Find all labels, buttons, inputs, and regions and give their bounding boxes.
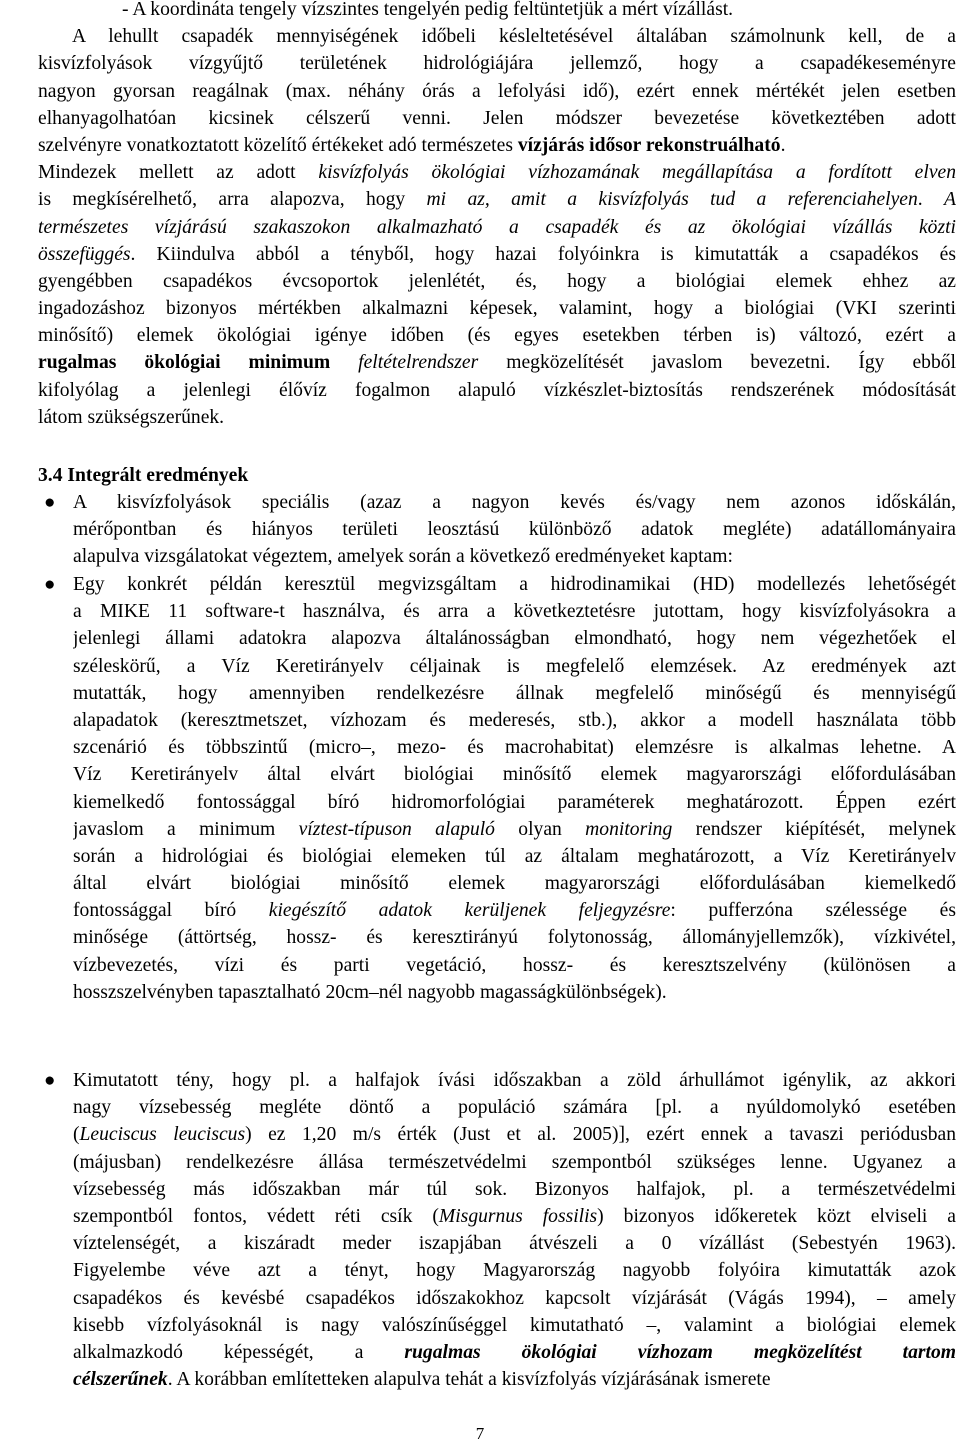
text-line xyxy=(73,789,956,816)
text-run: Egy konkrét példán keresztül megvizsgáltam a hidrodinamikai (HD) modellezés lehetőségét xyxy=(73,574,956,595)
text-run: alapulva vizsgálatokat végeztem, amelyek során a következő eredményeket kaptam: xyxy=(73,546,733,568)
text-line xyxy=(73,489,956,516)
text-run: minősítő) elemek ökológiai igénye időben (és egyes esetekben térben is) változó, ezért a xyxy=(38,325,956,347)
text-run: látom szükségszerűnek. xyxy=(38,406,225,428)
text-run: víztelenségét, a kiszáradt meder iszapjában átvészeli a 0 vízállást (Sebestyén 1963). xyxy=(73,1233,956,1255)
text-line xyxy=(38,186,956,213)
text-run: Kimutatott tény, hogy pl. a halfajok ívási időszakban a zöld árhullámot igénylik, az akkori xyxy=(73,1070,956,1091)
text-line xyxy=(73,1257,956,1284)
text-run: elhanyagolhatóan kicsinek célszerű venni. Jelen módszer bevezetése következtében adott xyxy=(38,107,956,129)
text-line xyxy=(38,241,956,268)
text-line xyxy=(73,1366,956,1393)
list-item xyxy=(44,1067,956,1393)
text-run: által elvárt biológiai minősítő elemek magyarországi előfordulásában kiemelkedő xyxy=(73,873,956,895)
text-run: jelenlegi állami adatokra alapozva általánosságban elmondható, hogy nem végezhetőek el xyxy=(73,628,956,650)
text-line xyxy=(73,1121,956,1148)
text-line xyxy=(38,78,956,105)
text-run: kifolyólag a jelenlegi élővíz fogalmon alapuló vízkészlet-biztosítás rendszerének módosítását xyxy=(38,379,956,401)
text-line xyxy=(38,295,956,322)
text-run: A lehullt csapadék mennyiségének időbeli késleltetésével általában számolnunk kell, de a xyxy=(72,26,956,48)
text-line xyxy=(73,870,956,897)
text-run: fontossággal bíró xyxy=(73,900,269,922)
text-line xyxy=(73,734,956,761)
text-line xyxy=(73,1285,956,1312)
text-run: . xyxy=(780,134,786,156)
text-line xyxy=(38,105,956,132)
text-run: nagyon gyorsan reagálnak (max. néhány órás a lefolyási idő), ezért ennek mértékét jelen esetben xyxy=(38,80,956,102)
text-line xyxy=(73,979,956,1006)
bullet-icon: ● xyxy=(44,574,56,595)
text-line xyxy=(73,707,956,734)
text-run: Mindezek mellett az adott xyxy=(38,162,319,184)
text-run: a MIKE 11 software-t használva, és arra a következtetésre jutottam, hogy kisvízfolyásokra a xyxy=(73,601,956,623)
text-run: (májusban) rendelkezésre állása természetvédelmi szempontból szükséges lenne. Ugyanez a xyxy=(73,1151,956,1173)
text-run: : pufferzóna szélessége és xyxy=(670,900,956,922)
text-run: mérőpontban és hiányos területi leosztású különböző adatok megléte) adatállományaira xyxy=(73,519,956,541)
text-run: olyan xyxy=(494,818,586,840)
text-run: során a hidrológiai és biológiai elemeken túl az általam meghatározott, a Víz Keretirányelv xyxy=(73,845,956,867)
text-run: alkalmazkodó képességét, a xyxy=(73,1341,405,1363)
text-line xyxy=(73,1203,956,1230)
list-item-text xyxy=(73,489,956,571)
text-run: kiemelkedő fontossággal bíró hidromorfológiai paraméterek meghatározott. Éppen ezért xyxy=(73,791,956,813)
italic-text: Leuciscus leuciscus xyxy=(79,1124,246,1146)
body-paragraph xyxy=(38,0,956,431)
text-line xyxy=(38,322,956,349)
text-run: . Kiindulva abból a tényből, hogy hazai folyóinkra is kimutatták a csapadékos és xyxy=(130,243,956,265)
text-run: javaslom a minimum xyxy=(73,818,299,840)
text-line xyxy=(73,680,956,707)
text-line xyxy=(38,159,956,186)
text-run: megközelítését javaslom bevezetni. Így ebből xyxy=(478,352,956,374)
text-line xyxy=(38,214,956,241)
text-run: hosszszelvényben tapasztalható 20cm–nél nagyobb magasságkülönbségek). xyxy=(73,981,667,1003)
text-run: szelvényre vonatkoztatott közelítő értékeket adó természetes xyxy=(38,134,518,156)
text-run: vízsebesség más időszakban már túl sok. Bizonyos halfajok, pl. a természetvédelmi xyxy=(73,1178,956,1200)
list-item-text xyxy=(73,571,956,1006)
text-line xyxy=(38,0,956,23)
italic-text: A xyxy=(944,189,956,211)
text-run: ingadozáshoz bizonyos mértékben alkalmazni képesek, valamint, hogy a biológiai (VKI szerinti xyxy=(38,298,956,320)
text-line xyxy=(38,349,956,376)
text-line xyxy=(73,1176,956,1203)
bullet-icon: ● xyxy=(44,1070,56,1091)
text-run: kisebb vízfolyásoknál is nagy valószínűséggel kimutatható –, valamint a biológiai elemek xyxy=(73,1314,956,1336)
text-run: Figyelembe véve azt a tényt, hogy Magyarország nagyobb folyóira kimutatták azok xyxy=(73,1260,956,1282)
list-item xyxy=(44,571,956,1006)
text-line xyxy=(73,1067,956,1094)
text-line xyxy=(73,1149,956,1176)
text-run: szempontból fontos, védett réti csík ( xyxy=(73,1205,439,1227)
bold-text: rugalmas ökológiai minimum xyxy=(38,352,331,374)
text-run xyxy=(330,352,358,373)
text-line xyxy=(73,924,956,951)
text-line xyxy=(73,843,956,870)
text-line xyxy=(73,1230,956,1257)
text-run: ) bizonyos időkeretek közt elviseli a xyxy=(597,1205,956,1227)
text-line xyxy=(38,404,956,431)
page-number: 7 xyxy=(475,1424,485,1443)
text-line xyxy=(73,598,956,625)
bold-italic-text: célszerűnek xyxy=(73,1369,168,1391)
text-line xyxy=(38,268,956,295)
italic-text: mi az, amit a kisvízfolyás tud a referenciahelyen xyxy=(426,189,918,211)
text-run: ( xyxy=(73,1124,80,1146)
text-run: is megkísérelhető, arra alapozva, hogy xyxy=(38,189,427,211)
italic-text: feltételrendszer xyxy=(358,352,479,374)
text-run: vízbevezetés, vízi és parti vegetáció, hossz- és keresztszelvény (különösen a xyxy=(73,954,956,976)
text-run: minősége (áttörtség, hossz- és keresztirányú folytonosság, állományjellemzők), vízkivétel, xyxy=(73,927,956,949)
text-line xyxy=(73,571,956,598)
text-line xyxy=(73,1094,956,1121)
text-run: csapadékos és kevésbé csapadékos időszakokhoz kapcsolt vízjárását (Vágás 1994), – amely xyxy=(73,1287,956,1309)
text-line xyxy=(73,761,956,788)
bold-italic-text: rugalmas ökológiai vízhozam megközelítést tartom xyxy=(404,1341,956,1363)
text-line xyxy=(38,23,956,50)
text-run: gyengébben csapadékos évcsoportok jelenlétét, és, hogy a biológiai elemek ehhez az xyxy=(38,270,956,292)
text-line xyxy=(73,897,956,924)
italic-text: víztest-típuson alapuló xyxy=(298,818,495,840)
text-run: . A korábban említetteken alapulva tehát a kisvízfolyás vízjárásának ismerete xyxy=(167,1369,771,1391)
text-line xyxy=(73,543,956,570)
text-run: mutatták, hogy amennyiben rendelkezésre állnak megfelelő minőségű és mennyiségű xyxy=(73,682,956,704)
text-run: szcenárió és többszintű (micro–, mezo- és macrohabitat) elemzésre is alkalmas lehetne. A xyxy=(73,737,956,759)
italic-text: kisvízfolyás ökológiai vízhozamának megállapítása a fordított elven xyxy=(318,162,956,184)
italic-text: összefüggés xyxy=(38,243,131,265)
text-run: Víz Keretirányelv által elvárt biológiai minősítő elemek magyarországi előfordulásában xyxy=(73,764,956,786)
text-run: nagy vízsebesség megléte döntő a populáció számára [pl. a nyúldomolykó esetében xyxy=(73,1097,956,1119)
text-line xyxy=(73,653,956,680)
text-line xyxy=(73,952,956,979)
list-item xyxy=(44,489,956,571)
italic-text: monitoring xyxy=(585,818,673,840)
text-run: alapadatok (keresztmetszet, vízhozam és mederesés, stb.), akkor a modell használata több xyxy=(73,709,956,731)
bullet-icon: ● xyxy=(44,492,56,513)
text-run: kisvízfolyások vízgyűjtő területének hidrológiájára jellemző, hogy a csapadékeseményre xyxy=(38,53,956,75)
text-run: - A koordináta tengely vízszintes tengelyén pedig feltüntetjük a mért vízállást. xyxy=(122,0,734,20)
bold-text: vízjárás idősor rekonstruálható xyxy=(517,134,781,156)
text-run: széleskörű, a Víz Keretirányelv céljainak is megfelelő elemzések. Az eredmények azt xyxy=(73,655,956,677)
text-run: . xyxy=(917,189,945,211)
text-line xyxy=(73,816,956,843)
text-run: ) ez 1,20 m/s érték (Just et al. 2005)], ezért ennek a tavaszi periódusban xyxy=(245,1124,956,1146)
section-heading: 3.4 Integrált eredmények xyxy=(38,465,249,486)
text-line xyxy=(73,516,956,543)
list-item-text xyxy=(73,1067,956,1393)
text-line xyxy=(73,1312,956,1339)
text-run: A kisvízfolyások speciális (azaz a nagyon kevés és/vagy nem azonos időskálán, xyxy=(73,492,956,513)
text-line xyxy=(38,377,956,404)
text-line xyxy=(38,132,956,159)
text-line xyxy=(38,50,956,77)
italic-text: Misgurnus fossilis xyxy=(438,1205,598,1227)
italic-text: kiegészítő adatok kerüljenek feljegyzésre xyxy=(268,900,671,922)
text-line xyxy=(73,1339,956,1366)
text-line xyxy=(73,625,956,652)
text-run: rendszer kiépítését, melynek xyxy=(672,818,956,840)
italic-text: természetes vízjárású szakaszokon alkalmazható a csapadék és az ökológiai vízállás közti xyxy=(38,216,956,238)
